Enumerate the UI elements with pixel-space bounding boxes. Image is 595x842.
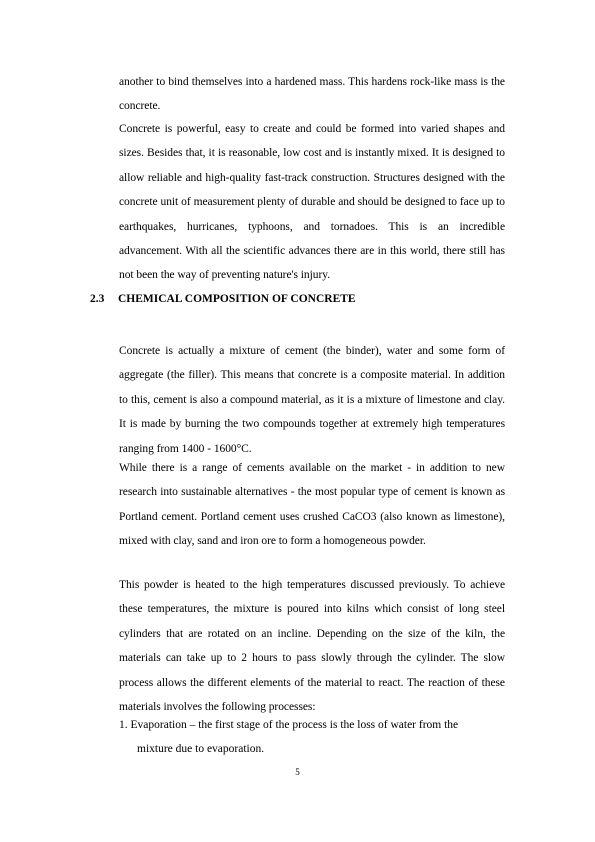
paragraph-intro-continued: another to bind themselves into a hardened mass. This hardens rock-like mass is the concrete. (119, 76, 505, 113)
paragraph-portland-cement: While there is a range of cements available on the market - in addition to new research into sustainable alternatives - the most popular type of cement is known as Portland cement. Portland cement uses crushed CaCO3 (also known as limestone), mixed with clay, sand and iron ore to form a homogeneous powder. (119, 462, 505, 548)
paragraph-composition: Concrete is actually a mixture of cement (the binder), water and some form of aggregate (the filler). This means that concrete is a composite material. In addition to this, cement is also a compound material, as it is a mixture of limestone and clay. It is made by burning the two compounds together at extremely high temperatures ranging from 1400 - 1600°C. (119, 345, 505, 455)
page-number: 5 (295, 767, 300, 777)
paragraph-concrete-properties: Concrete is powerful, easy to create and could be formed into varied shapes and sizes. Besides that, it is reasonable, low cost and is instantly mixed. It is designed to allow reliable and high-quality fast-track construction. Structures designed with the concrete unit of measurement plenty of durable and should be designed to face up to earthquakes, hurricanes, typhoons, and tornadoes. This is an incredible advancement. With all the scientific advances there are in this world, there still has not been the way of preventing nature's injury. (119, 123, 505, 282)
paragraph-kiln-process: This powder is heated to the high temperatures discussed previously. To achieve these temperatures, the mixture is poured into kilns which consist of long steel cylinders that are rotated on an incline. Depending on the size of the kiln, the materials can take up to 2 hours to pass slowly through the cylinder. The slow process allows the different elements of the material to react. The reaction of these materials involves the following processes: (119, 579, 505, 714)
section-heading (90, 291, 356, 307)
list-item-text-line2: mixture due to evaporation. (137, 743, 265, 756)
list-item-evaporation (119, 713, 505, 762)
section-title: CHEMICAL COMPOSITION OF CONCRETE (118, 293, 356, 305)
section-number: 2.3 (90, 293, 105, 305)
list-item-text-line1: 1. Evaporation – the first stage of the process is the loss of water from the (119, 719, 459, 731)
